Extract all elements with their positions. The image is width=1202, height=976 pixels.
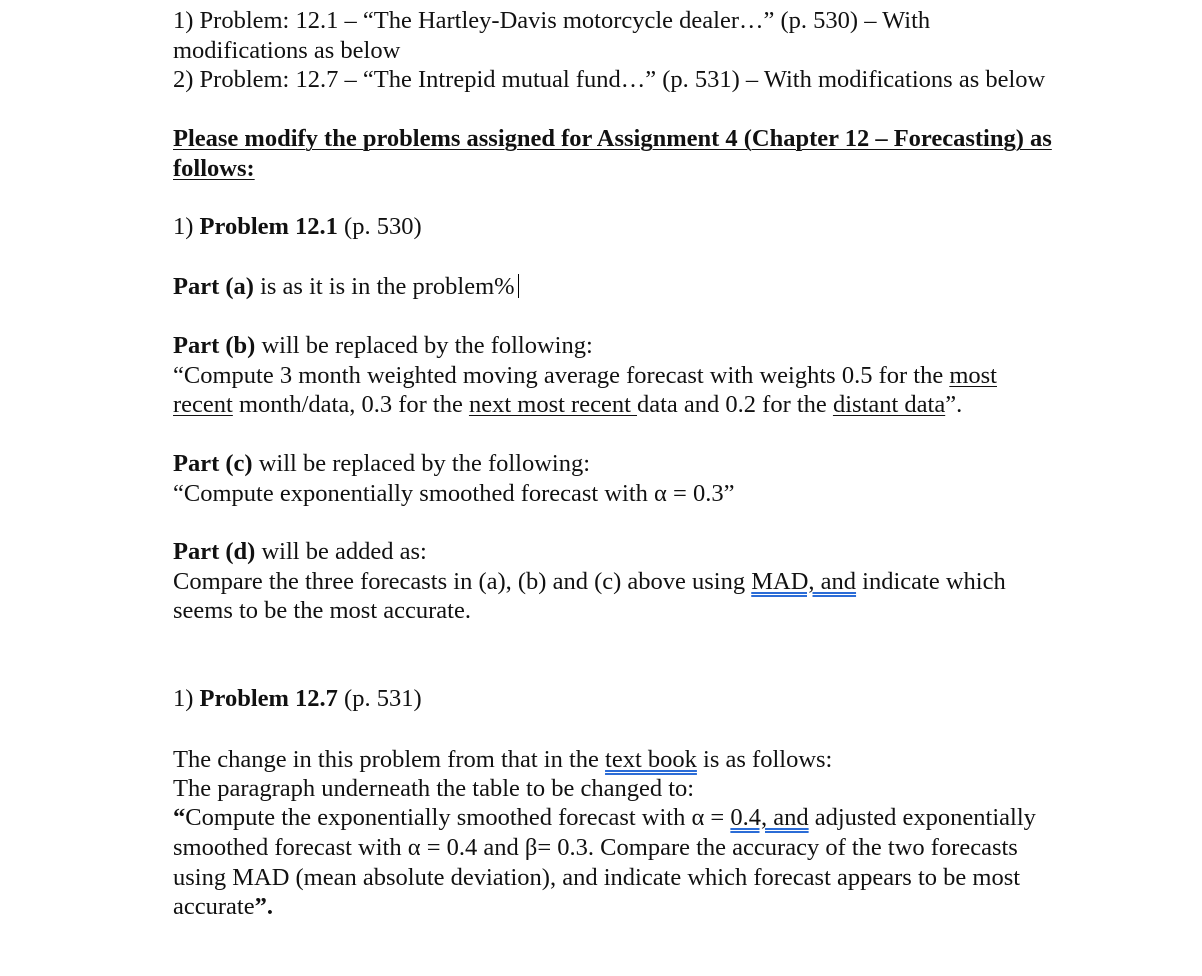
part-b-line [173, 331, 593, 361]
problem-2-title [173, 684, 422, 714]
problem-page: (p. 531) [337, 685, 422, 712]
part-b-quote-1-text: “Compute 3 month weighted moving average forecast with weights 0.5 for the [173, 362, 950, 389]
part-b-link-next-most-recent: next most recent [468, 391, 637, 418]
part-c-text: will be replaced by the following: [252, 450, 591, 477]
part-a-label: Part (a) [173, 273, 254, 300]
part-c-quote: “Compute exponentially smoothed forecast with α = 0.3” [173, 480, 735, 507]
problem-2-line-6-text: accurate [173, 893, 255, 920]
part-b-label: Part (b) [173, 332, 256, 359]
problem-number: 1) [173, 213, 200, 240]
spelling-mark-mad-and[interactable]: MAD, and [751, 568, 857, 595]
part-b-link-recent: recent [173, 391, 233, 418]
spelling-mark-text-book[interactable]: text book [605, 746, 697, 773]
heading-line-1 [173, 124, 1052, 154]
part-d-body-1-text: Compare the three forecasts in (a), (b) and (c) above using [173, 568, 752, 595]
open-quote: “ [173, 804, 186, 831]
part-d-label: Part (d) [173, 538, 256, 565]
problem-2-line-1-text: The change in this problem from that in the [173, 746, 606, 773]
problem-2-line-3-end: adjusted exponentially [808, 804, 1036, 831]
heading-line-2 [173, 154, 255, 184]
part-b-text: will be replaced by the following: [255, 332, 593, 359]
spelling-mark-0-4-and[interactable]: 0.4, and [730, 804, 809, 831]
problem-2-line-3-text: Compute the exponentially smoothed forecast with α = [185, 804, 731, 831]
part-b-link-most: most [949, 362, 997, 389]
problem-2-line-1-end: is as follows: [696, 746, 833, 773]
problem-2-line-1 [173, 745, 832, 775]
problem-2-line-6 [173, 892, 273, 922]
part-a-text: is as it is in the problem% [253, 273, 515, 300]
problem-2-line-2: The paragraph underneath the table to be changed to: [173, 775, 695, 802]
problem-title: Problem 12.7 [199, 685, 338, 712]
part-d-line [173, 537, 427, 567]
part-d-body-1-end: indicate which [856, 568, 1006, 595]
part-c-label: Part (c) [173, 450, 253, 477]
part-d-body-2: seems to be the most accurate. [173, 597, 471, 624]
part-b-quote-2-text-1: month/data, 0.3 for the [232, 391, 469, 418]
problem-1-title [173, 212, 422, 242]
intro-line-1a: 1) Problem: 12.1 – “The Hartley-Davis motorcycle dealer…” (p. 530) – With [173, 7, 931, 34]
heading-text-1: Please modify the problems assigned for Assignment 4 (Chapter 12 – Forecasting) as [173, 125, 1052, 152]
part-b-quote-2-text-2: data and 0.2 for the [637, 391, 833, 418]
part-a-line [173, 272, 519, 302]
part-d-body-1 [173, 567, 1006, 597]
text-caret [518, 274, 520, 298]
part-b-quote-2-end: ”. [945, 391, 963, 418]
part-b-link-distant-data: distant data [832, 391, 946, 418]
problem-2-line-5: using MAD (mean absolute deviation), and indicate which forecast appears to be most [173, 864, 1021, 891]
problem-2-line-3 [173, 803, 1036, 833]
heading-text-2: follows: [173, 155, 255, 182]
part-c-line [173, 449, 590, 479]
problem-number: 1) [173, 685, 200, 712]
part-d-text: will be added as: [255, 538, 427, 565]
part-b-quote-1 [173, 361, 997, 391]
intro-line-2: 2) Problem: 12.7 – “The Intrepid mutual fund…” (p. 531) – With modifications as below [173, 66, 1046, 93]
problem-page: (p. 530) [337, 213, 422, 240]
problem-2-line-4: smoothed forecast with α = 0.4 and β= 0.3. Compare the accuracy of the two forecasts [173, 834, 1018, 861]
intro-line-1b: modifications as below [173, 37, 401, 64]
part-b-quote-2 [173, 390, 962, 420]
close-quote: ”. [254, 893, 273, 920]
problem-title: Problem 12.1 [199, 213, 338, 240]
